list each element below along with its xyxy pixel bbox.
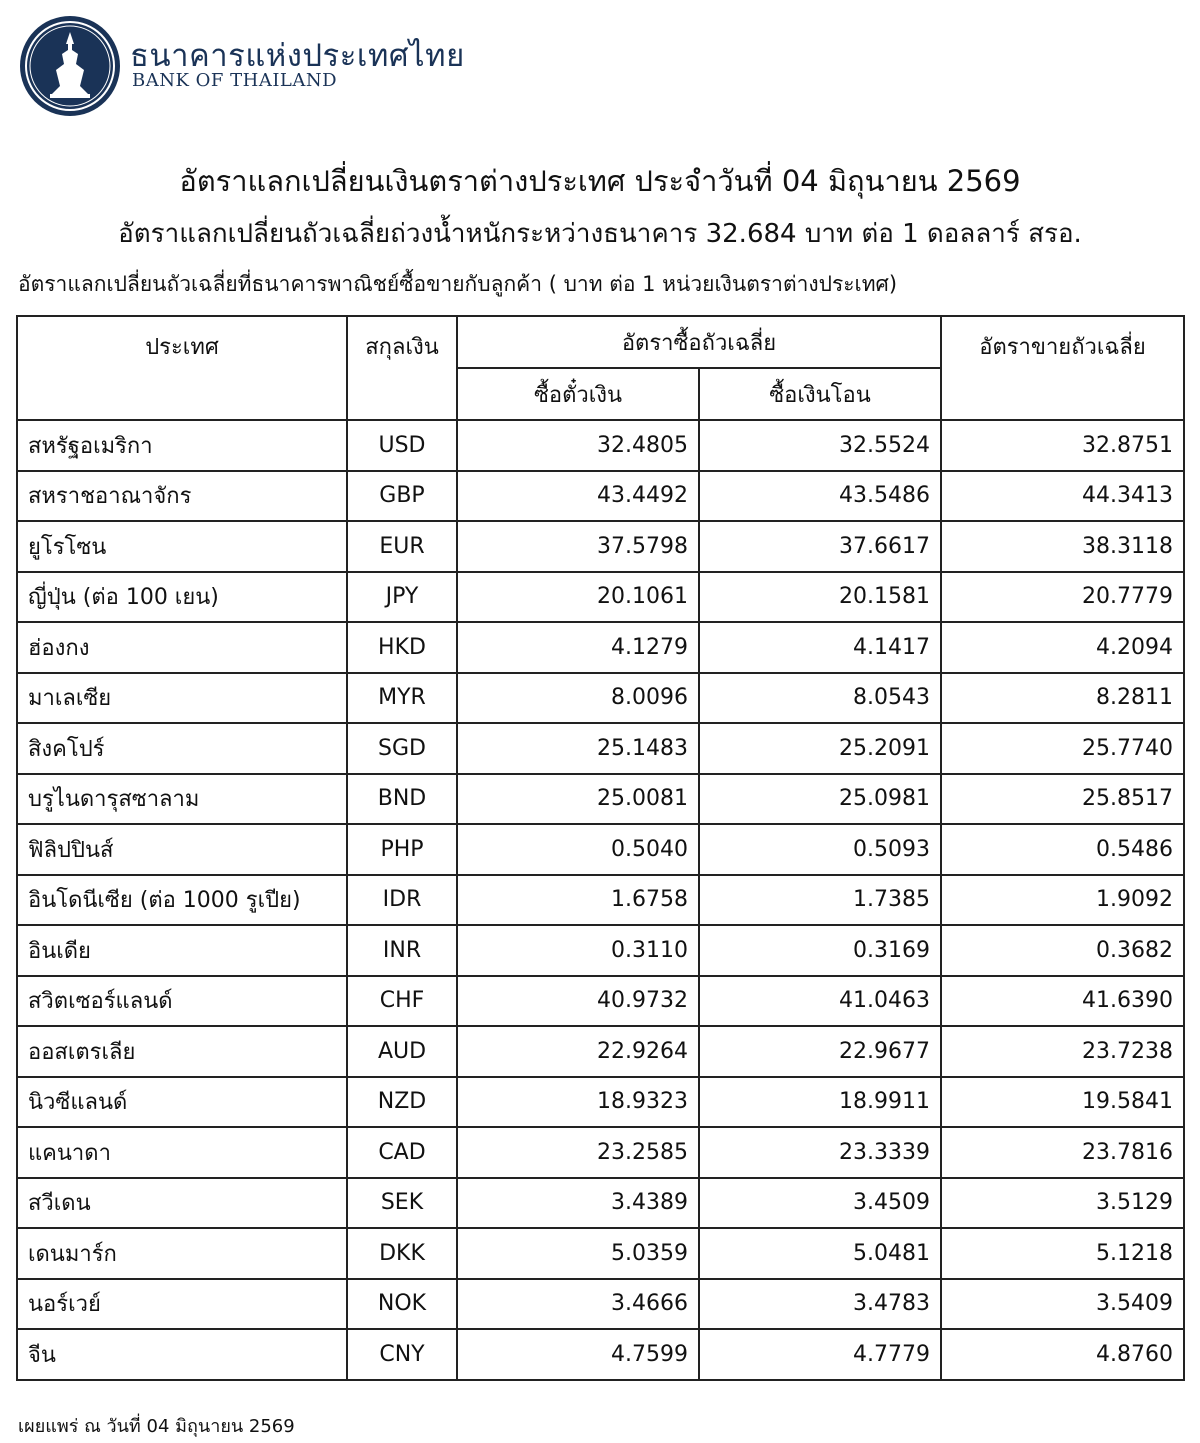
selling-rate-cell: 32.8751	[941, 420, 1184, 471]
buying-sight-rate-cell: 0.5040	[457, 824, 699, 875]
buying-transfer-rate-cell: 18.9911	[699, 1077, 941, 1128]
currency-code-cell: AUD	[347, 1026, 457, 1077]
selling-rate-cell: 41.6390	[941, 976, 1184, 1027]
currency-code-cell: HKD	[347, 622, 457, 673]
published-date: เผยแพร่ ณ วันที่ 04 มิถุนายน 2569	[18, 1416, 295, 1437]
country-cell: เดนมาร์ก	[17, 1228, 347, 1279]
country-cell: นิวซีแลนด์	[17, 1077, 347, 1128]
country-cell: อินเดีย	[17, 925, 347, 976]
currency-code-cell: GBP	[347, 471, 457, 522]
buying-transfer-rate-cell: 22.9677	[699, 1026, 941, 1077]
buying-sight-rate-cell: 20.1061	[457, 572, 699, 623]
country-cell: อินโดนีเซีย (ต่อ 1000 รูเปีย)	[17, 875, 347, 926]
currency-code-cell: USD	[347, 420, 457, 471]
table-row	[17, 925, 1184, 976]
country-cell: ญี่ปุ่น (ต่อ 100 เยน)	[17, 572, 347, 623]
bank-name-thai: ธนาคารแห่งประเทศไทย	[130, 38, 465, 74]
page-title: อัตราแลกเปลี่ยนเงินตราต่างประเทศ ประจำวันที่ 04 มิถุนายน 2569	[179, 164, 1021, 198]
table-note: อัตราแลกเปลี่ยนถัวเฉลี่ยที่ธนาคารพาณิชย์ซื้อขายกับลูกค้า ( บาท ต่อ 1 หน่วยเงินตราต่างประเทศ)	[18, 272, 898, 296]
country-cell: สหราชอาณาจักร	[17, 471, 347, 522]
country-cell: จีน	[17, 1329, 347, 1380]
country-cell: สวีเดน	[17, 1178, 347, 1229]
table-row	[17, 976, 1184, 1027]
currency-code-cell: JPY	[347, 572, 457, 623]
buying-sight-rate-cell: 8.0096	[457, 673, 699, 724]
currency-code-cell: BND	[347, 774, 457, 825]
buying-transfer-rate-cell: 41.0463	[699, 976, 941, 1027]
table-row	[17, 1026, 1184, 1077]
buying-sight-rate-cell: 22.9264	[457, 1026, 699, 1077]
buying-sight-rate-cell: 25.1483	[457, 723, 699, 774]
selling-rate-cell: 23.7816	[941, 1127, 1184, 1178]
buying-transfer-rate-cell: 3.4783	[699, 1279, 941, 1330]
table-row	[17, 875, 1184, 926]
table-row	[17, 521, 1184, 572]
buying-sight-rate-cell: 3.4666	[457, 1279, 699, 1330]
currency-code-cell: SEK	[347, 1178, 457, 1229]
table-row	[17, 1178, 1184, 1229]
currency-code-cell: PHP	[347, 824, 457, 875]
buying-transfer-rate-cell: 37.6617	[699, 521, 941, 572]
buying-sight-rate-cell: 4.1279	[457, 622, 699, 673]
exchange-rate-table	[16, 315, 1185, 1381]
currency-code-cell: CHF	[347, 976, 457, 1027]
table-row	[17, 774, 1184, 825]
selling-rate-cell: 20.7779	[941, 572, 1184, 623]
selling-rate-cell: 0.5486	[941, 824, 1184, 875]
country-cell: ฟิลิปปินส์	[17, 824, 347, 875]
country-cell: สิงคโปร์	[17, 723, 347, 774]
bank-name-english: BANK OF THAILAND	[132, 70, 338, 91]
header	[14, 8, 614, 118]
buying-sight-rate-cell: 4.7599	[457, 1329, 699, 1380]
buying-transfer-rate-cell: 25.2091	[699, 723, 941, 774]
buying-sight-rate-cell: 25.0081	[457, 774, 699, 825]
buying-sight-rate-cell: 43.4492	[457, 471, 699, 522]
table-row	[17, 1279, 1184, 1330]
buying-sight-rate-cell: 18.9323	[457, 1077, 699, 1128]
currency-code-cell: IDR	[347, 875, 457, 926]
table-row	[17, 673, 1184, 724]
currency-code-cell: NZD	[347, 1077, 457, 1128]
currency-code-cell: CNY	[347, 1329, 457, 1380]
country-cell: ฮ่องกง	[17, 622, 347, 673]
selling-rate-cell: 25.8517	[941, 774, 1184, 825]
country-cell: บรูไนดารุสซาลาม	[17, 774, 347, 825]
table-row	[17, 723, 1184, 774]
currency-code-cell: INR	[347, 925, 457, 976]
selling-rate-cell: 8.2811	[941, 673, 1184, 724]
table-row	[17, 420, 1184, 471]
buying-sight-rate-cell: 40.9732	[457, 976, 699, 1027]
country-cell: สหรัฐอเมริกา	[17, 420, 347, 471]
currency-code-cell: DKK	[347, 1228, 457, 1279]
selling-rate-cell: 23.7238	[941, 1026, 1184, 1077]
buying-sight-rate-cell: 23.2585	[457, 1127, 699, 1178]
table-row	[17, 1329, 1184, 1380]
header-currency: สกุลเงิน	[347, 316, 457, 420]
buying-transfer-rate-cell: 32.5524	[699, 420, 941, 471]
country-cell: มาเลเซีย	[17, 673, 347, 724]
buying-sight-rate-cell: 37.5798	[457, 521, 699, 572]
buying-sight-rate-cell: 32.4805	[457, 420, 699, 471]
selling-rate-cell: 38.3118	[941, 521, 1184, 572]
header-buying-sight-bill: ซื้อตั๋วเงิน	[457, 368, 699, 420]
buying-sight-rate-cell: 0.3110	[457, 925, 699, 976]
buying-transfer-rate-cell: 43.5486	[699, 471, 941, 522]
buying-transfer-rate-cell: 25.0981	[699, 774, 941, 825]
table-row	[17, 471, 1184, 522]
selling-rate-cell: 3.5129	[941, 1178, 1184, 1229]
buying-transfer-rate-cell: 4.1417	[699, 622, 941, 673]
selling-rate-cell: 5.1218	[941, 1228, 1184, 1279]
buying-transfer-rate-cell: 0.5093	[699, 824, 941, 875]
header-buying-transfer: ซื้อเงินโอน	[699, 368, 941, 420]
buying-transfer-rate-cell: 3.4509	[699, 1178, 941, 1229]
country-cell: สวิตเซอร์แลนด์	[17, 976, 347, 1027]
country-cell: นอร์เวย์	[17, 1279, 347, 1330]
country-cell: แคนาดา	[17, 1127, 347, 1178]
buying-sight-rate-cell: 1.6758	[457, 875, 699, 926]
buying-transfer-rate-cell: 23.3339	[699, 1127, 941, 1178]
selling-rate-cell: 44.3413	[941, 471, 1184, 522]
selling-rate-cell: 0.3682	[941, 925, 1184, 976]
buying-transfer-rate-cell: 0.3169	[699, 925, 941, 976]
table-row	[17, 1127, 1184, 1178]
table-row	[17, 572, 1184, 623]
header-country: ประเทศ	[17, 316, 347, 420]
buying-sight-rate-cell: 5.0359	[457, 1228, 699, 1279]
selling-rate-cell: 3.5409	[941, 1279, 1184, 1330]
selling-rate-cell: 25.7740	[941, 723, 1184, 774]
selling-rate-cell: 19.5841	[941, 1077, 1184, 1128]
country-cell: ออสเตรเลีย	[17, 1026, 347, 1077]
table-row	[17, 1228, 1184, 1279]
currency-code-cell: NOK	[347, 1279, 457, 1330]
buying-transfer-rate-cell: 20.1581	[699, 572, 941, 623]
selling-rate-cell: 4.2094	[941, 622, 1184, 673]
currency-code-cell: EUR	[347, 521, 457, 572]
header-selling-average: อัตราขายถัวเฉลี่ย	[941, 316, 1184, 420]
table-row	[17, 824, 1184, 875]
header-buying-average: อัตราซื้อถัวเฉลี่ย	[457, 316, 941, 368]
currency-code-cell: MYR	[347, 673, 457, 724]
buying-transfer-rate-cell: 1.7385	[699, 875, 941, 926]
bank-of-thailand-seal-icon	[18, 14, 122, 118]
table-row	[17, 1077, 1184, 1128]
table-row	[17, 622, 1184, 673]
selling-rate-cell: 4.8760	[941, 1329, 1184, 1380]
buying-transfer-rate-cell: 4.7779	[699, 1329, 941, 1380]
currency-code-cell: SGD	[347, 723, 457, 774]
buying-transfer-rate-cell: 5.0481	[699, 1228, 941, 1279]
currency-code-cell: CAD	[347, 1127, 457, 1178]
buying-sight-rate-cell: 3.4389	[457, 1178, 699, 1229]
page-subtitle: อัตราแลกเปลี่ยนถัวเฉลี่ยถ่วงน้ำหนักระหว่างธนาคาร 32.684 บาท ต่อ 1 ดอลลาร์ สรอ.	[118, 219, 1082, 249]
buying-transfer-rate-cell: 8.0543	[699, 673, 941, 724]
country-cell: ยูโรโซน	[17, 521, 347, 572]
selling-rate-cell: 1.9092	[941, 875, 1184, 926]
